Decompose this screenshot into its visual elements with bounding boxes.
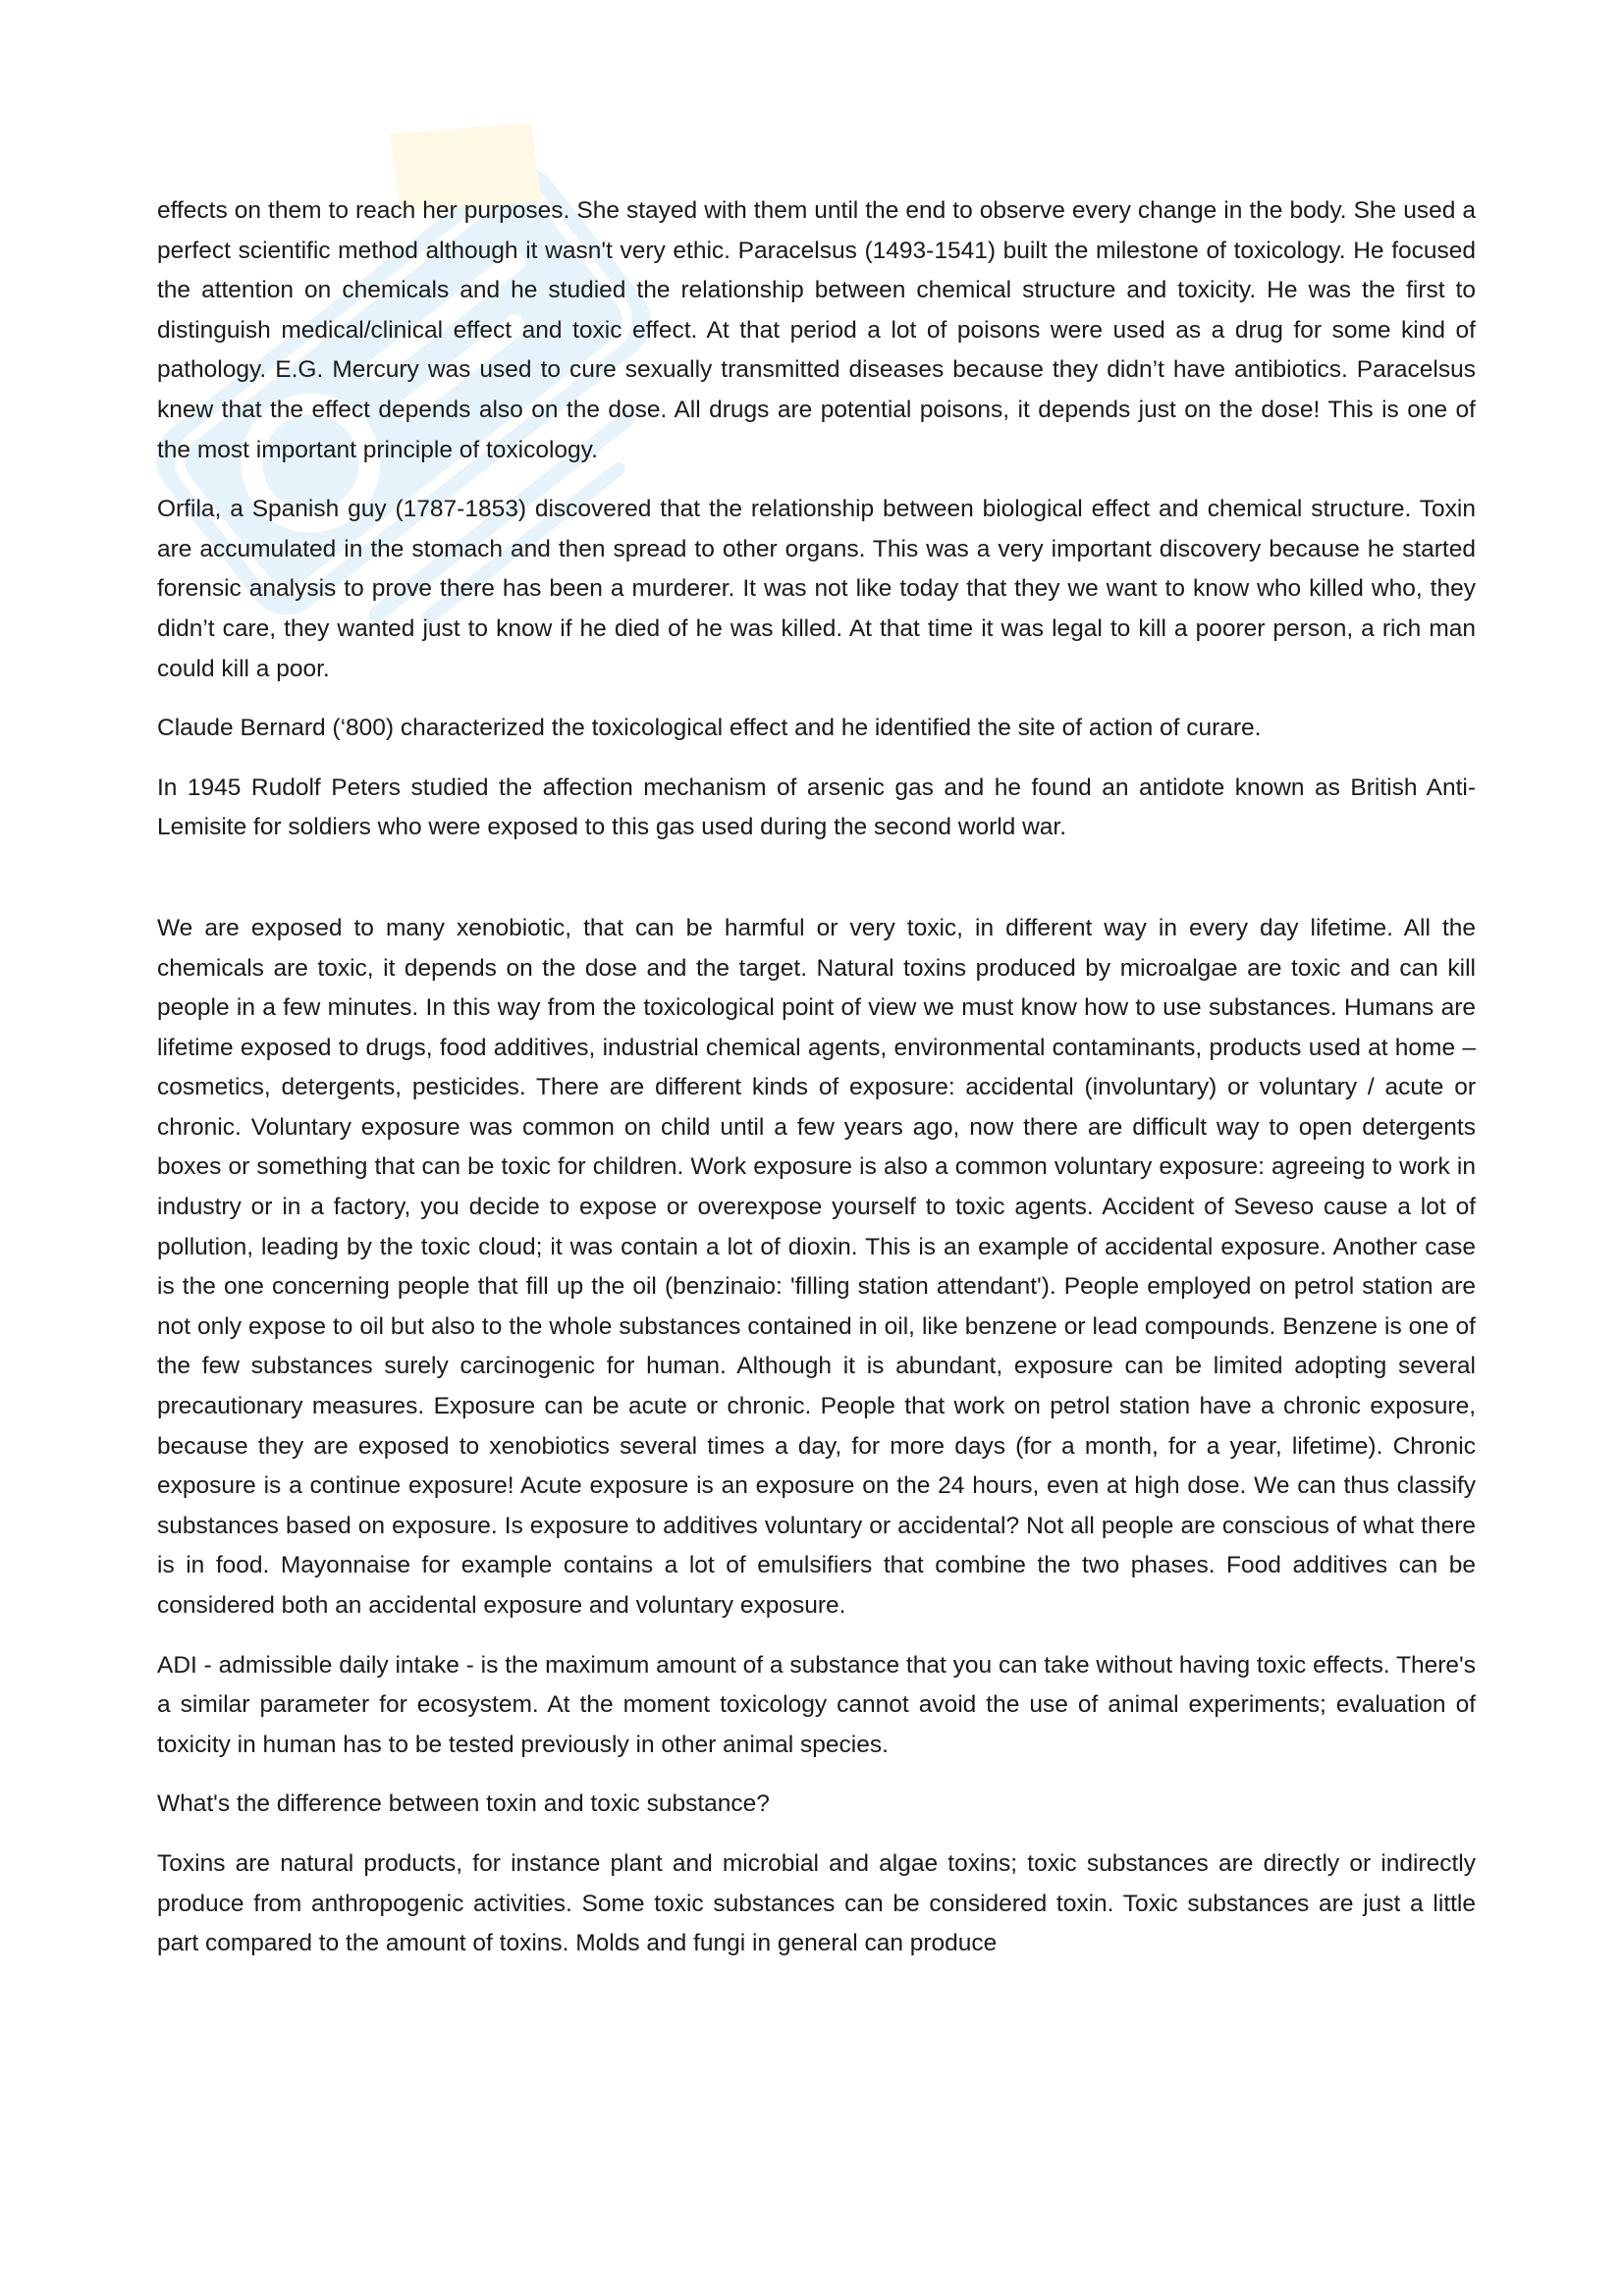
paragraph-paracelsus: effects on them to reach her purposes. She stayed with them until the end to observe every change in the body. She used a perfect scientific method although it wasn't very ethic. Paracelsus (1493-1541) built the milestone of toxicology. He focused the attention on chemicals and he studied the relationship between chemical structure and toxicity. He was the first to distinguish medical/clinical effect and toxic effect. At that period a lot of poisons were used as a drug for some kind of pathology. E.G. Mercury was used to cure sexually transmitted diseases because they didn’t have antibiotics. Paracelsus knew that the effect depends also on the dose. All drugs are potential poisons, it depends just on the dose! This is one of the most important principle of toxicology. (157, 197, 1476, 463)
paragraph-question: What's the difference between toxin and toxic substance? (157, 1790, 770, 1818)
paragraph-claude-bernard: Claude Bernard (‘800) characterized the toxicological effect and he identified the site of action of curare. (157, 715, 1262, 742)
paragraph-toxins: Toxins are natural products, for instance plant and microbial and algae toxins; toxic substances are directly or indirectly produce from anthropogenic activities. Some toxic substances can be considered toxin. Toxic substances are just a little part compared to the amount of toxins. Molds and fungi in general can produce (157, 1849, 1476, 1957)
paragraph-adi: ADI - admissible daily intake - is the maximum amount of a substance that you can take without having toxic effects. There's a similar parameter for ecosystem. At the moment toxicology cannot avoid the use of animal experiments; evaluation of toxicity in human has to be tested previously in other animal species. (157, 1651, 1476, 1758)
paragraph-exposure: We are exposed to many xenobiotic, that can be harmful or very toxic, in different way in every day lifetime. All the chemicals are toxic, it depends on the dose and the target. Natural toxins produced by microalgae are toxic and can kill people in a few minutes. In this way from the toxicological point of view we must know how to use substances. Humans are lifetime exposed to drugs, food additives, industrial chemical agents, environmental contaminants, products used at home – cosmetics, detergents, pesticides. There are different kinds of exposure: accidental (involuntary) or voluntary / acute or chronic. Voluntary exposure was common on child until a few years ago, now there are difficult way to open detergents boxes or something that can be toxic for children. Work exposure is also a common voluntary exposure: agreeing to work in industry or in a factory, you decide to expose or overexpose yourself to toxic agents. Accident of Seveso cause a lot of pollution, leading by the toxic cloud; it was contain a lot of dioxin. This is an example of accidental exposure. Another case is the one concerning people that fill up the oil (benzinaio: 'filling station attendant'). People employed on petrol station are not only expose to oil but also to the whole substances contained in oil, like benzene or lead compounds. Benzene is one of the few substances surely carcinogenic for human. Although it is abundant, exposure can be limited adopting several precautionary measures. Exposure can be acute or chronic. People that work on petrol station have a chronic exposure, because they are exposed to xenobiotics several times a day, for more days (for a month, for a year, lifetime). Chronic exposure is a continue exposure! Acute exposure is an exposure on the 24 hours, even at high dose. We can thus classify substances based on exposure. Is exposure to additives voluntary or accidental? Not all people are conscious of what there is in food. Mayonnaise for example contains a lot of emulsifiers that combine the two phases. Food additives can be considered both an accidental exposure and voluntary exposure. (157, 914, 1476, 1619)
paragraph-orfila: Orfila, a Spanish guy (1787-1853) discovered that the relationship between biological effect and chemical structure. Toxin are accumulated in the stomach and then spread to other organs. This was a very important discovery because he started forensic analysis to prove there has been a murderer. It was not like today that they we want to know who killed who, they didn’t care, they wanted just to know if he died of he was killed. At that time it was legal to kill a poorer person, a rich man could kill a poor. (157, 496, 1476, 682)
document-body (157, 191, 1476, 1984)
paragraph-rudolf-peters: In 1945 Rudolf Peters studied the affection mechanism of arsenic gas and he found an antidote known as British Anti-Lemisite for soldiers who were exposed to this gas used during the second world war. (157, 774, 1476, 841)
